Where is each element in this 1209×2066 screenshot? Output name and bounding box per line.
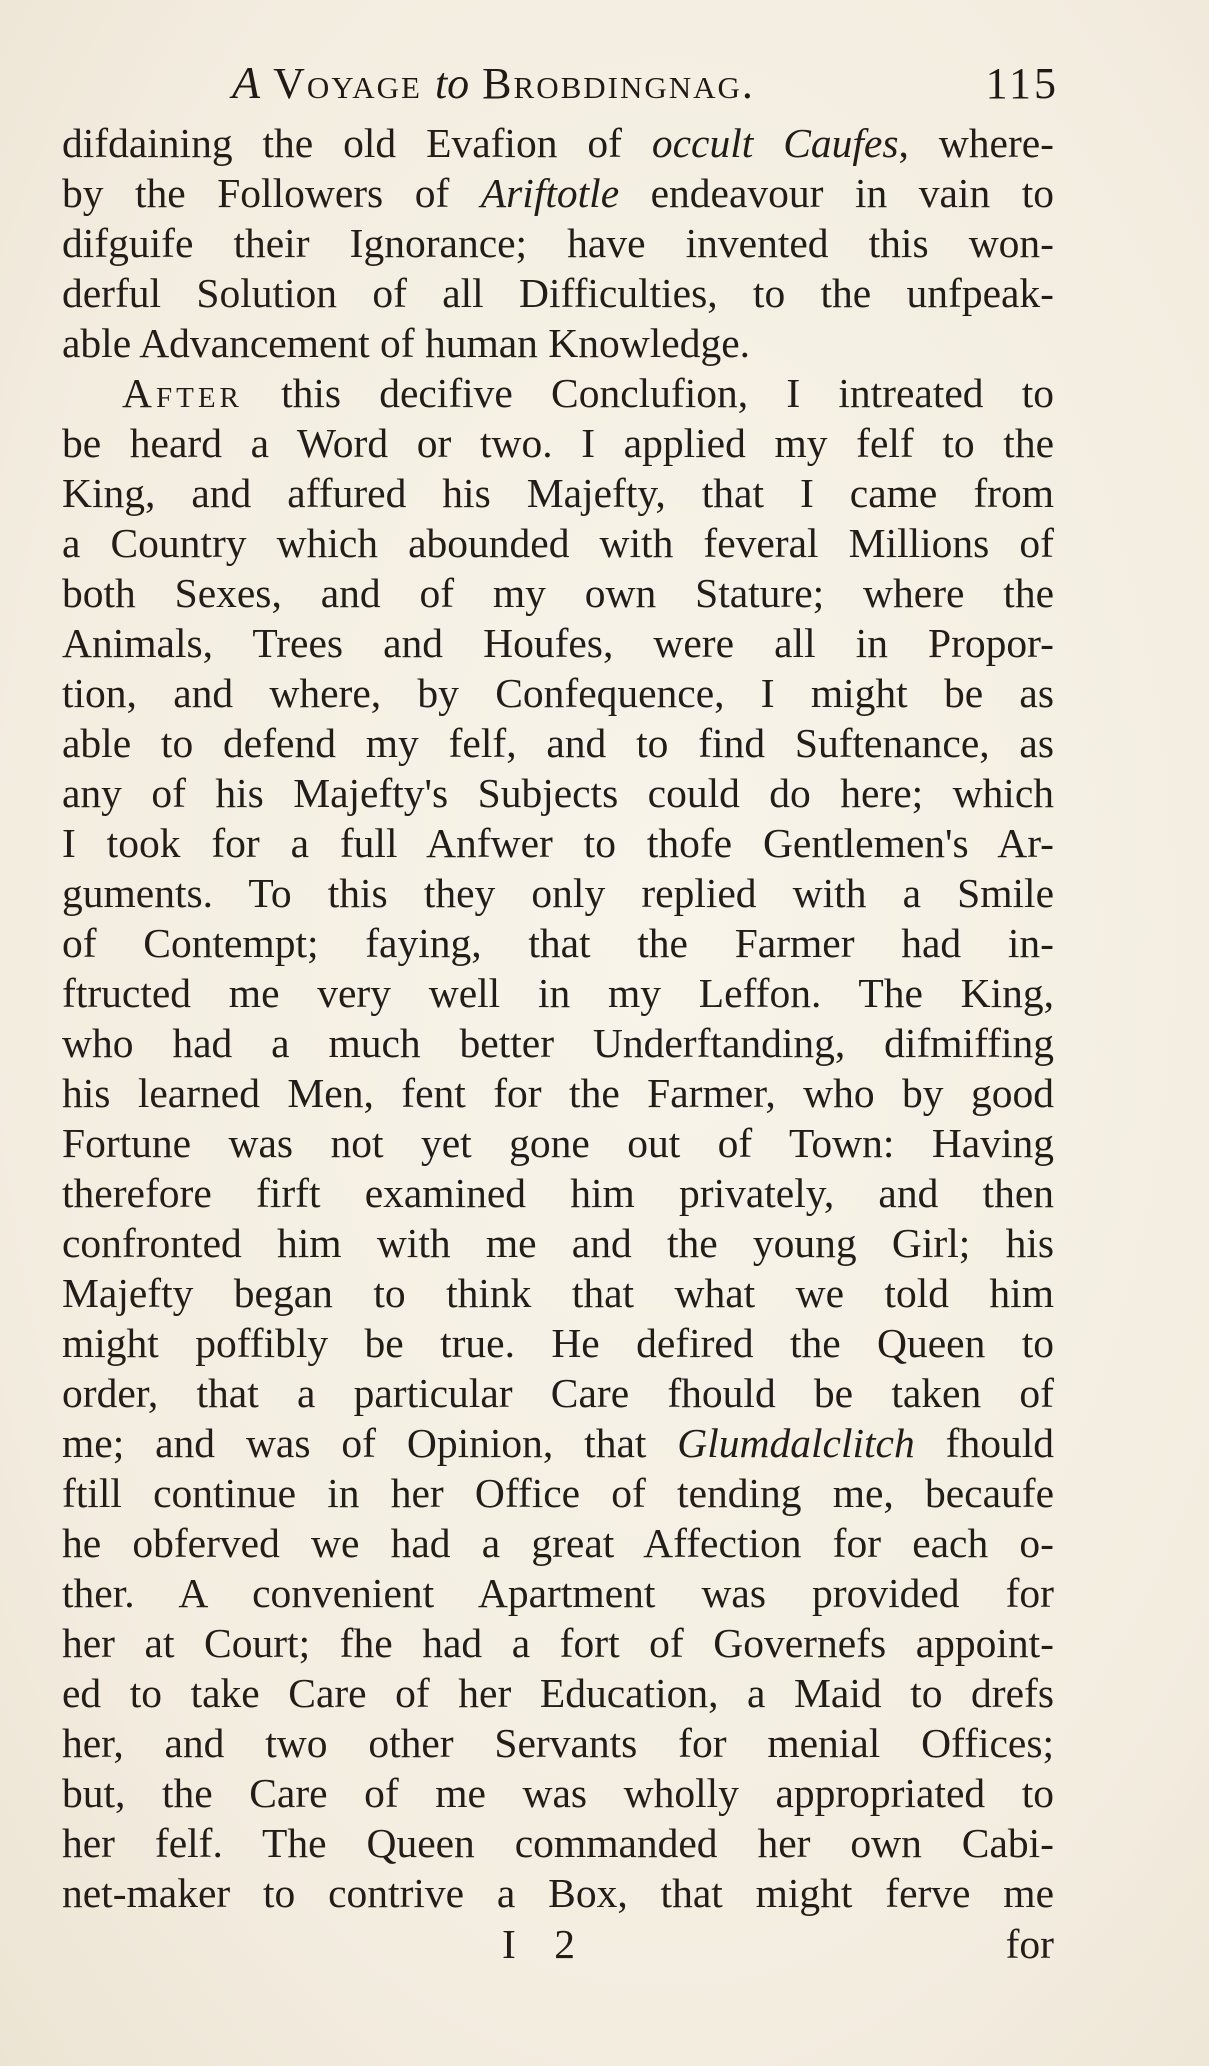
text-run: I took for a full Anfwer to thofe Gentlemen's Ar- bbox=[62, 820, 1054, 866]
text-run: therefore firft examined him privately, and then bbox=[62, 1170, 1054, 1216]
text-run: but, the Care of me was wholly appropriated to bbox=[62, 1770, 1054, 1816]
title-word-voyage: Voyage bbox=[273, 59, 422, 108]
text-line bbox=[62, 1268, 1054, 1318]
text-run: fhould bbox=[914, 1420, 1054, 1466]
text-line bbox=[62, 768, 1054, 818]
text-line bbox=[62, 718, 1054, 768]
text-run: both Sexes, and of my own Stature; where the bbox=[62, 570, 1054, 616]
text-line bbox=[62, 318, 1054, 368]
page-number: 115 bbox=[985, 59, 1059, 108]
text-line bbox=[62, 1068, 1054, 1118]
text-run: Majefty began to think that what we told him bbox=[62, 1270, 1054, 1316]
text-line bbox=[62, 568, 1054, 618]
title-initial: A bbox=[232, 57, 261, 108]
text-line bbox=[62, 118, 1054, 168]
text-run: ftill continue in her Office of tending me, becaufe bbox=[62, 1470, 1054, 1516]
text-run: Fortune was not yet gone out of Town: Having bbox=[62, 1120, 1054, 1166]
body-text bbox=[62, 118, 1054, 1918]
title-word-to: to bbox=[434, 59, 470, 108]
text-run: ftructed me very well in my Leffon. The King, bbox=[62, 970, 1054, 1016]
text-run: order, that a particular Care fhould be taken of bbox=[62, 1370, 1054, 1416]
text-run: her felf. The Queen commanded her own Cabi- bbox=[62, 1820, 1054, 1866]
text-line bbox=[62, 1218, 1054, 1268]
text-run: might poffibly be true. He defired the Queen to bbox=[62, 1320, 1054, 1366]
text-line bbox=[62, 618, 1054, 668]
text-run: be heard a Word or two. I applied my felf to the bbox=[62, 420, 1054, 466]
text-line bbox=[62, 1318, 1054, 1368]
text-line bbox=[62, 1718, 1054, 1768]
running-title bbox=[232, 56, 755, 109]
title-word-brobdingnag: Brobdingnag. bbox=[482, 59, 755, 108]
text-line bbox=[62, 268, 1054, 318]
text-run: Animals, Trees and Houfes, were all in Propor- bbox=[62, 620, 1054, 666]
text-run: able to defend my felf, and to find Suftenance, as bbox=[62, 720, 1054, 766]
text-line bbox=[62, 1618, 1054, 1668]
text-line bbox=[62, 1518, 1054, 1568]
text-line bbox=[62, 468, 1054, 518]
text-run: King, and affured his Majefty, that I came from bbox=[62, 470, 1054, 516]
text-run: a Country which abounded with feveral Millions of bbox=[62, 520, 1054, 566]
text-run: by the Followers of bbox=[62, 170, 481, 216]
text-line bbox=[62, 418, 1054, 468]
page-footer bbox=[62, 1920, 1054, 1970]
text-run: derful Solution of all Difficulties, to the unfpeak- bbox=[62, 270, 1054, 316]
text-line bbox=[62, 668, 1054, 718]
text-line bbox=[62, 1018, 1054, 1068]
text-line bbox=[62, 1768, 1054, 1818]
text-run: net-maker to contrive a Box, that might ferve me bbox=[62, 1870, 1054, 1916]
text-line bbox=[62, 968, 1054, 1018]
text-run: he obferved we had a great Affection for each o- bbox=[62, 1520, 1054, 1566]
smallcaps-text: After bbox=[122, 370, 243, 416]
text-run: her, and two other Servants for menial Offices; bbox=[62, 1720, 1054, 1766]
text-line bbox=[62, 868, 1054, 918]
italic-text: Ariftotle bbox=[480, 170, 620, 216]
text-run: ther. A convenient Apartment was provided for bbox=[62, 1570, 1054, 1616]
text-run: who had a much better Underftanding, difmiffing bbox=[62, 1020, 1054, 1066]
text-line bbox=[62, 818, 1054, 868]
text-run: able Advancement of human Knowledge. bbox=[62, 320, 750, 366]
text-line bbox=[62, 1418, 1054, 1468]
text-line bbox=[62, 1118, 1054, 1168]
text-run: confronted him with me and the young Girl; his bbox=[62, 1220, 1054, 1266]
text-run: difdaining the old Evafion of bbox=[62, 120, 652, 166]
text-line bbox=[62, 1368, 1054, 1418]
catchword: for bbox=[1005, 1921, 1054, 1967]
text-run: this decifive Conclufion, I intreated to bbox=[242, 370, 1054, 416]
text-run: tion, and where, by Confequence, I might be as bbox=[62, 670, 1054, 716]
text-line bbox=[62, 168, 1054, 218]
text-line bbox=[62, 1168, 1054, 1218]
text-run: endeavour in vain to bbox=[619, 170, 1054, 216]
text-run: ed to take Care of her Education, a Maid to drefs bbox=[62, 1670, 1054, 1716]
italic-text: occult Caufes bbox=[651, 120, 899, 166]
text-run: difguife their Ignorance; have invented this won- bbox=[62, 220, 1054, 266]
text-run: her at Court; fhe had a fort of Governefs appoint- bbox=[62, 1620, 1054, 1666]
running-head bbox=[62, 56, 1059, 116]
text-line bbox=[62, 518, 1054, 568]
text-run: of Contempt; faying, that the Farmer had in- bbox=[62, 920, 1054, 966]
text-line bbox=[62, 1468, 1054, 1518]
italic-text: Glumdalclitch bbox=[677, 1420, 915, 1466]
text-line bbox=[62, 1868, 1054, 1918]
text-run: guments. To this they only replied with a Smile bbox=[62, 870, 1054, 916]
text-line bbox=[62, 368, 1054, 418]
signature-mark: I 2 bbox=[502, 1921, 589, 1967]
text-line bbox=[62, 918, 1054, 968]
text-line bbox=[62, 1818, 1054, 1868]
text-line bbox=[62, 218, 1054, 268]
text-line bbox=[62, 1568, 1054, 1618]
text-run: his learned Men, fent for the Farmer, who by good bbox=[62, 1070, 1054, 1116]
text-run: me; and was of Opinion, that bbox=[62, 1420, 678, 1466]
text-run: , where- bbox=[898, 120, 1055, 166]
text-line bbox=[62, 1668, 1054, 1718]
text-run: any of his Majefty's Subjects could do here; which bbox=[62, 770, 1054, 816]
